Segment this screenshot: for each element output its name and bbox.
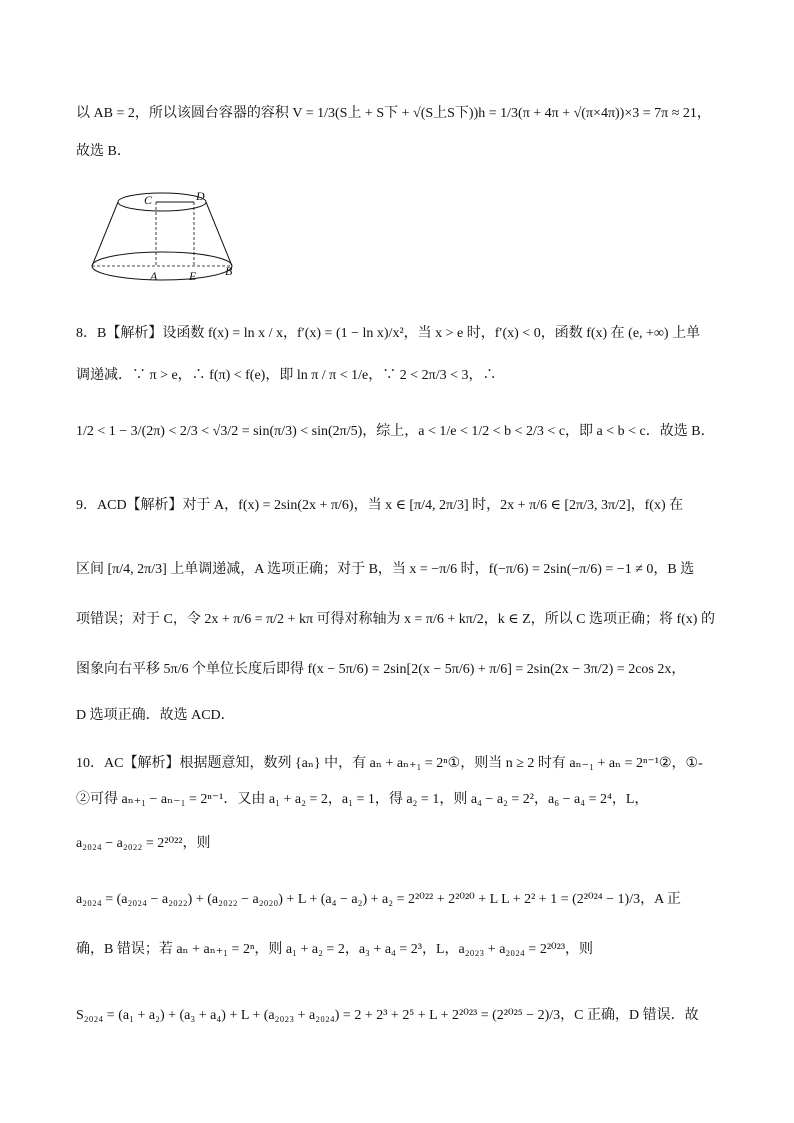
- frustum-left-side: [92, 202, 118, 266]
- text-line: ②可得 aₙ₊₁ − aₙ₋₁ = 2ⁿ⁻¹．又由 a₁ + a₂ = 2，a₁ = 1，得 a₂ = 1，则 a₄ − a₂ = 2²，a₆ − a₄ = 2⁴，L，: [76, 792, 649, 807]
- label-d: D: [196, 189, 205, 203]
- text-line: 1/2 < 1 − 3/(2π) < 2/3 < √3/2 = sin(π/3) < sin(2π/5)，综上，a < 1/e < 1/2 < b < 2/3 < c，即 a < b < c．故选 B．: [76, 424, 715, 439]
- label-c: C: [144, 193, 153, 207]
- label-e: E: [189, 269, 197, 283]
- text-line: a₂₀₂₄ = (a₂₀₂₄ − a₂₀₂₂) + (a₂₀₂₂ − a₂₀₂₀) + L + (a₄ − a₂) + a₂ = 2²⁰²² + 2²⁰²⁰ + L L + 2² + 1 = (2²⁰²⁴ − 1)/3，A 正: [76, 892, 681, 907]
- frustum-figure: [86, 186, 238, 286]
- text-line: 项错误；对于 C，令 2x + π/6 = π/2 + kπ 可得对称轴为 x = π/6 + kπ/2，k ∈ Z，所以 C 选项正确；将 f(x) 的: [76, 612, 715, 627]
- text-line: 以 AB = 2，所以该圆台容器的容积 V = 1/3(S上 + S下 + √(S上S下))h = 1/3(π + 4π + √(π×4π))×3 = 7π ≈ 21，: [76, 106, 711, 121]
- text-line: a₂₀₂₄ − a₂₀₂₂ = 2²⁰²²，则: [76, 836, 211, 851]
- text-line: D 选项正确．故选 ACD．: [76, 708, 235, 723]
- text-line: 图象向右平移 5π/6 个单位长度后即得 f(x − 5π/6) = 2sin[2(x − 5π/6) + π/6] = 2sin(2x − 3π/2) = 2cos 2x，: [76, 662, 686, 677]
- text-line: 区间 [π/4, 2π/3] 上单调递减，A 选项正确；对于 B，当 x = −π/6 时，f(−π/6) = 2sin(−π/6) = −1 ≠ 0，B 选: [76, 562, 695, 577]
- label-b: B: [225, 264, 233, 278]
- frustum-right-side: [206, 202, 232, 266]
- text-line: 10．AC【解析】根据题意知，数列 {aₙ} 中，有 aₙ + aₙ₊₁ = 2ⁿ①，则当 n ≥ 2 时有 aₙ₋₁ + aₙ = 2ⁿ⁻¹②，①-: [76, 756, 703, 771]
- text-line: 确，B 错误；若 aₙ + aₙ₊₁ = 2ⁿ，则 a₁ + a₂ = 2，a₃ + a₄ = 2³，L，a₂₀₂₃ + a₂₀₂₄ = 2²⁰²³，则: [76, 942, 594, 957]
- text-line: 故选 B．: [76, 144, 131, 159]
- label-a: A: [150, 269, 158, 283]
- text-line: 8．B【解析】设函数 f(x) = ln x / x，f′(x) = (1 − ln x)/x²，当 x > e 时，f′(x) < 0，函数 f(x) 在 (e, +∞) 上单: [76, 326, 701, 341]
- text-line: 调递减．∵ π > e，∴ f(π) < f(e)，即 ln π / π < 1/e，∵ 2 < 2π/3 < 3，∴: [76, 368, 497, 383]
- text-line: 9．ACD【解析】对于 A，f(x) = 2sin(2x + π/6)，当 x ∈ [π/4, 2π/3] 时，2x + π/6 ∈ [2π/3, 3π/2]，f(x) 在: [76, 498, 684, 513]
- text-line: S₂₀₂₄ = (a₁ + a₂) + (a₃ + a₄) + L + (a₂₀₂₃ + a₂₀₂₄) = 2 + 2³ + 2⁵ + L + 2²⁰²³ = (2²⁰²⁵ − 2)/3，C 正确，D 错误．故: [76, 1008, 699, 1023]
